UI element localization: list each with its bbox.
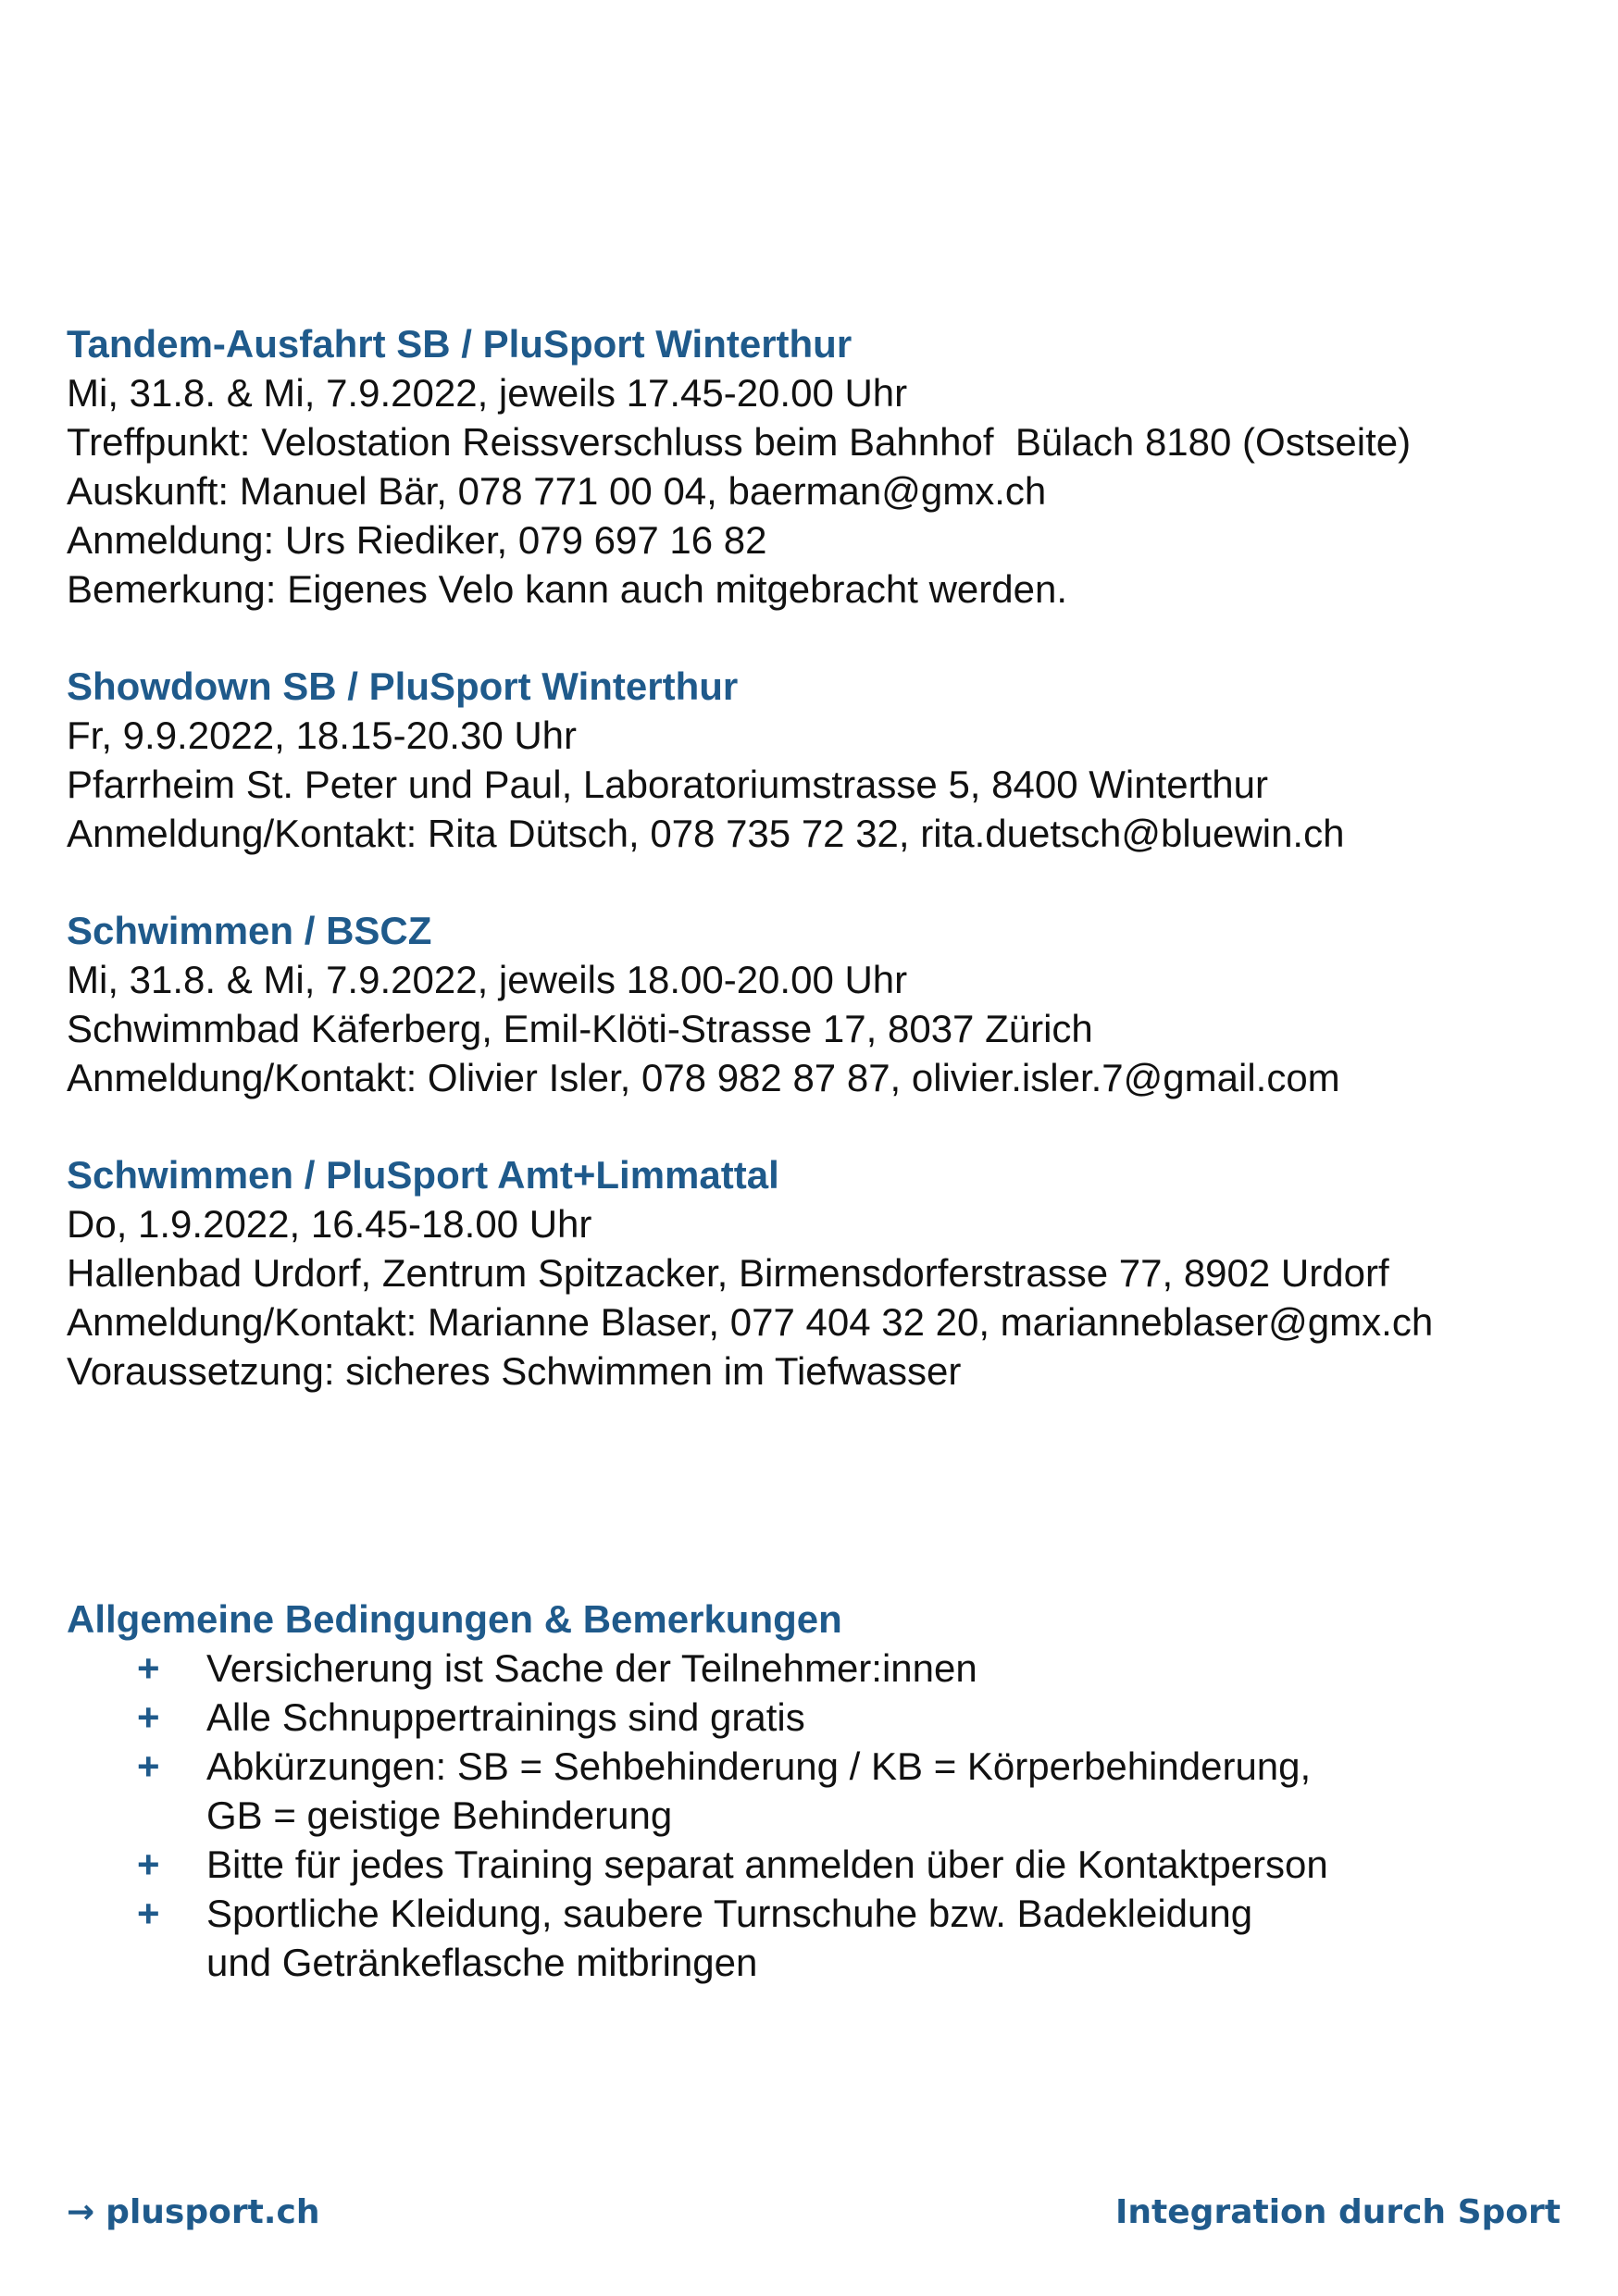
list-item — [67, 1840, 1585, 1889]
list-item — [67, 1693, 1585, 1742]
footer-website[interactable] — [67, 2193, 319, 2231]
footer-tagline: Integration durch Sport — [1115, 2193, 1561, 2231]
website-link[interactable]: plusport.ch — [106, 2193, 320, 2231]
list-item — [67, 1742, 1585, 1840]
event-contact[interactable]: Anmeldung/Kontakt: Rita Dütsch, 078 735 72 32, rita.duetsch@bluewin.ch — [67, 812, 1345, 855]
events-list — [67, 319, 1585, 1444]
event-remark: Bemerkung: Eigenes Velo kann auch mitgebracht werden. — [67, 567, 1067, 611]
plus-icon: + — [137, 1892, 160, 1935]
event-registration: Anmeldung: Urs Riediker, 079 697 16 82 — [67, 518, 767, 562]
general-conditions — [67, 1595, 1585, 1987]
event-date: Fr, 9.9.2022, 18.15-20.30 Uhr — [67, 714, 578, 757]
list-item-text: Sportliche Kleidung, saubere Turnschuhe bzw. Badekleidung und Getränkeflasche mitbringen — [206, 1892, 1253, 1984]
event-info-contact[interactable]: Auskunft: Manuel Bär, 078 771 00 04, baerman@gmx.ch — [67, 469, 1047, 513]
event-date: Mi, 31.8. & Mi, 7.9.2022, jeweils 17.45-20.00 Uhr — [67, 371, 908, 415]
event-contact[interactable]: Anmeldung/Kontakt: Marianne Blaser, 077 404 32 20, marianneblaser@gmx.ch — [67, 1300, 1434, 1344]
event-location: Pfarrheim St. Peter und Paul, Laboratoriumstrasse 5, 8400 Winterthur — [67, 763, 1268, 806]
event-showdown — [67, 662, 1585, 858]
list-item — [67, 1889, 1585, 1987]
general-conditions-list — [67, 1644, 1585, 1987]
event-title: Schwimmen / BSCZ — [67, 909, 432, 952]
event-location: Schwimmbad Käferberg, Emil-Klöti-Strasse 17, 8037 Zürich — [67, 1007, 1093, 1050]
list-item-text: Bitte für jedes Training separat anmelden über die Kontaktperson — [206, 1843, 1328, 1886]
event-date: Mi, 31.8. & Mi, 7.9.2022, jeweils 18.00-20.00 Uhr — [67, 958, 908, 1001]
event-meeting-point: Treffpunkt: Velostation Reissverschluss beim Bahnhof Bülach 8180 (Ostseite) — [67, 420, 1412, 464]
list-item — [67, 1644, 1585, 1693]
event-schwimmen-limmattal — [67, 1150, 1585, 1396]
event-title: Schwimmen / PluSport Amt+Limmattal — [67, 1153, 779, 1197]
arrow-right-icon: → — [67, 2193, 95, 2231]
event-schwimmen-bscz — [67, 906, 1585, 1102]
list-item-text: Versicherung ist Sache der Teilnehmer:innen — [206, 1646, 977, 1690]
event-title: Showdown SB / PluSport Winterthur — [67, 664, 739, 708]
event-date: Do, 1.9.2022, 16.45-18.00 Uhr — [67, 1202, 592, 1246]
list-item-text: Abkürzungen: SB = Sehbehinderung / KB = Körperbehinderung, GB = geistige Behinderung — [206, 1744, 1312, 1837]
event-location: Hallenbad Urdorf, Zentrum Spitzacker, Birmensdorferstrasse 77, 8902 Urdorf — [67, 1251, 1389, 1295]
plus-icon: + — [137, 1843, 160, 1886]
plus-icon: + — [137, 1695, 160, 1739]
event-title: Tandem-Ausfahrt SB / PluSport Winterthur — [67, 322, 853, 366]
list-item-text: Alle Schnuppertrainings sind gratis — [206, 1695, 805, 1739]
general-conditions-title: Allgemeine Bedingungen & Bemerkungen — [67, 1597, 842, 1641]
event-tandem — [67, 319, 1585, 614]
event-contact[interactable]: Anmeldung/Kontakt: Olivier Isler, 078 982 87 87, olivier.isler.7@gmail.com — [67, 1056, 1340, 1099]
plus-icon: + — [137, 1646, 160, 1690]
plus-icon: + — [137, 1744, 160, 1788]
event-requirement: Voraussetzung: sicheres Schwimmen im Tiefwasser — [67, 1349, 962, 1393]
